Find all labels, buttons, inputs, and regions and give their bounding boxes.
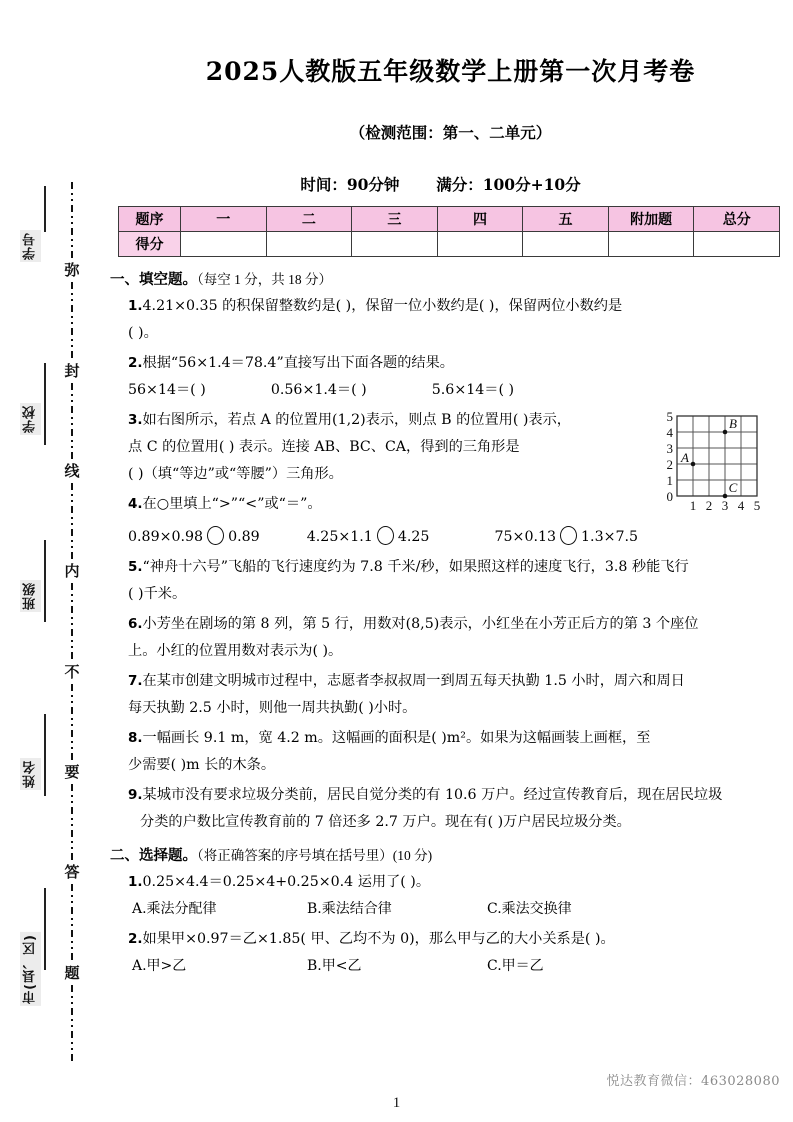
question-1-2-expressions	[128, 378, 793, 403]
score-table-header-cell: 题序	[119, 207, 181, 232]
seal-char-0: 弥	[64, 261, 80, 280]
coordinate-grid-figure	[645, 408, 785, 513]
question-2-1-options	[132, 897, 793, 922]
question-1-8	[128, 726, 793, 751]
section-heading-fill-in-blank	[110, 268, 793, 289]
seal-dash-segment	[71, 182, 73, 259]
write-line[interactable]	[44, 186, 46, 232]
expression-56x14b: 5.6×14＝( )	[431, 382, 515, 398]
question-text: 根据“56×1.4＝78.4”直接写出下面各题的结果。	[142, 355, 454, 371]
time-label: 时间：90分钟	[300, 175, 400, 194]
seal-dash-segment	[71, 583, 73, 660]
total-score-label: 满分：100分+10分	[436, 175, 581, 194]
y-tick-0: 0	[666, 489, 673, 504]
field-label-class: 班级	[20, 580, 41, 612]
section-heading-note: （每空 1 分，共 18 分）	[197, 272, 332, 287]
question-text: 某城市没有要求垃圾分类前，居民自觉分类的有 10.6 万户。经过宣传教育后，现在居民垃圾	[142, 787, 723, 803]
point-C-label: C	[728, 480, 738, 495]
score-cell[interactable]	[694, 232, 780, 257]
score-table-header-cell: 一	[181, 207, 267, 232]
question-number: 1.	[128, 874, 143, 890]
question-number: 5.	[128, 559, 143, 575]
x-tick-1: 1	[689, 498, 697, 513]
seal-char-3: 内	[64, 562, 80, 581]
compare-expr-left-1: 0.89×0.98	[128, 529, 204, 545]
score-table-header-cell: 总分	[694, 207, 780, 232]
question-1-9-line2	[140, 810, 793, 835]
write-line[interactable]	[44, 363, 46, 445]
question-text: ( )。	[128, 325, 158, 341]
question-1-2	[128, 351, 793, 376]
seal-dash-segment	[71, 784, 73, 861]
option-a[interactable]: A.甲>乙	[132, 958, 187, 974]
question-1-7-line2	[128, 696, 793, 721]
write-line[interactable]	[44, 714, 46, 796]
question-2-2-options	[132, 954, 793, 979]
compare-expr-left-3: 75×0.13	[494, 529, 557, 545]
seal-char-7: 题	[64, 963, 80, 982]
question-1-9	[128, 783, 793, 808]
expression-056x14: 0.56×1.4＝( )	[270, 382, 367, 398]
score-table-header-cell: 三	[352, 207, 438, 232]
paper-meta-line	[108, 173, 793, 195]
question-text: 如右图所示，若点 A 的位置用(1,2)表示，则点 B 的位置用( )表示，	[142, 412, 571, 428]
seal-line	[64, 182, 80, 1062]
comparison-circle-icon[interactable]	[377, 526, 394, 545]
seal-dash-segment	[71, 483, 73, 560]
question-1-5-line2	[128, 582, 793, 607]
field-label-name: 姓名	[20, 758, 41, 790]
question-1-4-comparisons	[128, 525, 793, 550]
y-tick-4: 4	[666, 425, 673, 440]
question-number: 2.	[128, 355, 143, 371]
question-text: 一幅画长 9.1 m，宽 4.2 m。这幅画的面积是( )m²。如果为这幅画装上画框，至	[142, 730, 651, 746]
page-number: 1	[392, 1095, 401, 1111]
section-heading-text: 二、选择题。	[110, 848, 197, 864]
y-tick-5: 5	[666, 409, 673, 424]
question-number: 4.	[128, 496, 143, 512]
option-b[interactable]: B.乘法结合律	[307, 901, 392, 917]
x-tick-3: 3	[721, 498, 729, 513]
x-tick-4: 4	[737, 498, 745, 513]
question-text: 4.21×0.35 的积保留整数约是( )，保留一位小数约是( )，保留两位小数约是	[142, 298, 623, 314]
watermark-text: 悦达教育微信：463028080	[606, 1074, 780, 1089]
seal-char-2: 线	[64, 461, 80, 480]
score-table	[118, 206, 780, 257]
question-text: 点 C 的位置用( ) 表示。连接 AB、BC、CA，得到的三角形是	[128, 439, 520, 455]
seal-dash-segment	[71, 884, 73, 961]
score-table-header-row	[119, 207, 780, 232]
compare-expr-right-3: 1.3×7.5	[581, 529, 639, 545]
point-A-label: A	[681, 450, 689, 465]
question-number: 9.	[128, 787, 143, 803]
question-text: “神舟十六号”飞船的飞行速度约为 7.8 千米/秒，如果照这样的速度飞行，3.8 秒能飞行	[142, 559, 689, 575]
section-heading-note: （将正确答案的序号填在括号里）(10 分)	[197, 848, 433, 863]
seal-dash-segment	[71, 985, 73, 1062]
question-text: 每天执勤 2.5 小时，则他一周共执勤( )小时。	[128, 700, 417, 716]
question-1-8-line2	[128, 753, 793, 778]
question-1-5	[128, 555, 793, 580]
compare-expr-right-2: 4.25	[397, 529, 430, 545]
score-table-header-cell: 二	[266, 207, 352, 232]
paper-scope-subtitle: （检测范围：第一、二单元）	[349, 123, 552, 142]
x-tick-2: 2	[705, 498, 713, 513]
option-c[interactable]: C.甲＝乙	[487, 958, 544, 974]
y-tick-3: 3	[666, 441, 673, 456]
question-2-2	[128, 927, 793, 952]
x-tick-5: 5	[753, 498, 761, 513]
question-2-1	[128, 870, 793, 895]
seal-dash-segment	[71, 282, 73, 359]
page-title: 2025人教版五年级数学上册第一次月考卷	[205, 57, 696, 86]
option-b[interactable]: B.甲<乙	[307, 958, 362, 974]
score-cell[interactable]	[437, 232, 523, 257]
seal-char-4: 不	[64, 662, 80, 681]
seal-dash-segment	[71, 684, 73, 761]
question-number: 6.	[128, 616, 143, 632]
question-text: 上。小红的位置用数对表示为( )。	[128, 643, 343, 659]
field-label-student-id: 学号	[20, 230, 41, 262]
score-cell[interactable]	[352, 232, 438, 257]
question-1-6	[128, 612, 793, 637]
score-cell[interactable]	[608, 232, 694, 257]
question-1-7	[128, 669, 793, 694]
point-B-marker	[723, 430, 728, 435]
score-cell[interactable]	[266, 232, 352, 257]
question-number: 2.	[128, 931, 143, 947]
question-number: 3.	[128, 412, 143, 428]
paper-content	[108, 0, 793, 1122]
score-table-header-cell: 五	[523, 207, 609, 232]
point-C-marker	[723, 494, 728, 499]
compare-expr-right-1: 0.89	[228, 529, 260, 545]
question-text: 少需要( )m 长的木条。	[128, 757, 276, 773]
question-text: 0.25×4.4＝0.25×4+0.25×0.4 运用了( )。	[142, 874, 431, 890]
question-number: 8.	[128, 730, 143, 746]
field-label-school: 学校	[20, 403, 41, 435]
section-heading-multiple-choice	[110, 844, 793, 865]
point-A-marker	[691, 462, 696, 467]
question-number: 1.	[128, 298, 143, 314]
comparison-circle-icon[interactable]	[207, 526, 224, 545]
comparison-circle-icon[interactable]	[560, 526, 577, 545]
seal-dash-segment	[71, 383, 73, 460]
point-B-label: B	[729, 416, 737, 431]
field-label-city: 市(县、区)	[20, 932, 41, 1006]
left-margin-seal-area	[0, 0, 108, 1122]
question-number: 7.	[128, 673, 143, 689]
expression-56x14: 56×14＝( )	[128, 382, 206, 398]
question-text: 如果甲×0.97＝乙×1.85( 甲、乙均不为 0)，那么甲与乙的大小关系是( )。	[142, 931, 615, 947]
question-text: 在某市创建文明城市过程中，志愿者李叔叔周一到周五每天执勤 1.5 小时，周六和周日	[142, 673, 685, 689]
score-table-header-cell: 四	[437, 207, 523, 232]
score-table-row-label: 得分	[119, 232, 181, 257]
write-line[interactable]	[44, 888, 46, 970]
score-cell[interactable]	[523, 232, 609, 257]
question-text: 小芳坐在剧场的第 8 列，第 5 行，用数对(8,5)表示，小红坐在小芳正后方的第 3 个座位	[142, 616, 699, 632]
score-table-value-row	[119, 232, 780, 257]
question-text: ( )（填“等边”或“等腰”）三角形。	[128, 466, 343, 482]
question-text: ( )千米。	[128, 586, 187, 602]
seal-char-5: 要	[64, 762, 80, 781]
score-cell[interactable]	[181, 232, 267, 257]
question-text: 分类的户数比宣传教育前的 7 倍还多 2.7 万户。现在有( )万户居民垃圾分类。	[140, 814, 631, 830]
y-tick-2: 2	[666, 457, 673, 472]
question-1-6-line2	[128, 639, 793, 664]
compare-expr-left-2: 4.25×1.1	[306, 529, 373, 545]
y-tick-1: 1	[666, 473, 673, 488]
question-1-1-line2	[128, 321, 793, 346]
seal-char-6: 答	[64, 863, 80, 882]
option-a[interactable]: A.乘法分配律	[132, 901, 217, 917]
seal-char-1: 封	[64, 361, 80, 380]
write-line[interactable]	[44, 540, 46, 622]
section-heading-text: 一、填空题。	[110, 272, 197, 288]
question-1-1	[128, 294, 793, 319]
option-c[interactable]: C.乘法交换律	[487, 901, 572, 917]
score-table-header-cell: 附加题	[608, 207, 694, 232]
question-text: 在○里填上“>”“<”或“＝”。	[142, 496, 322, 512]
